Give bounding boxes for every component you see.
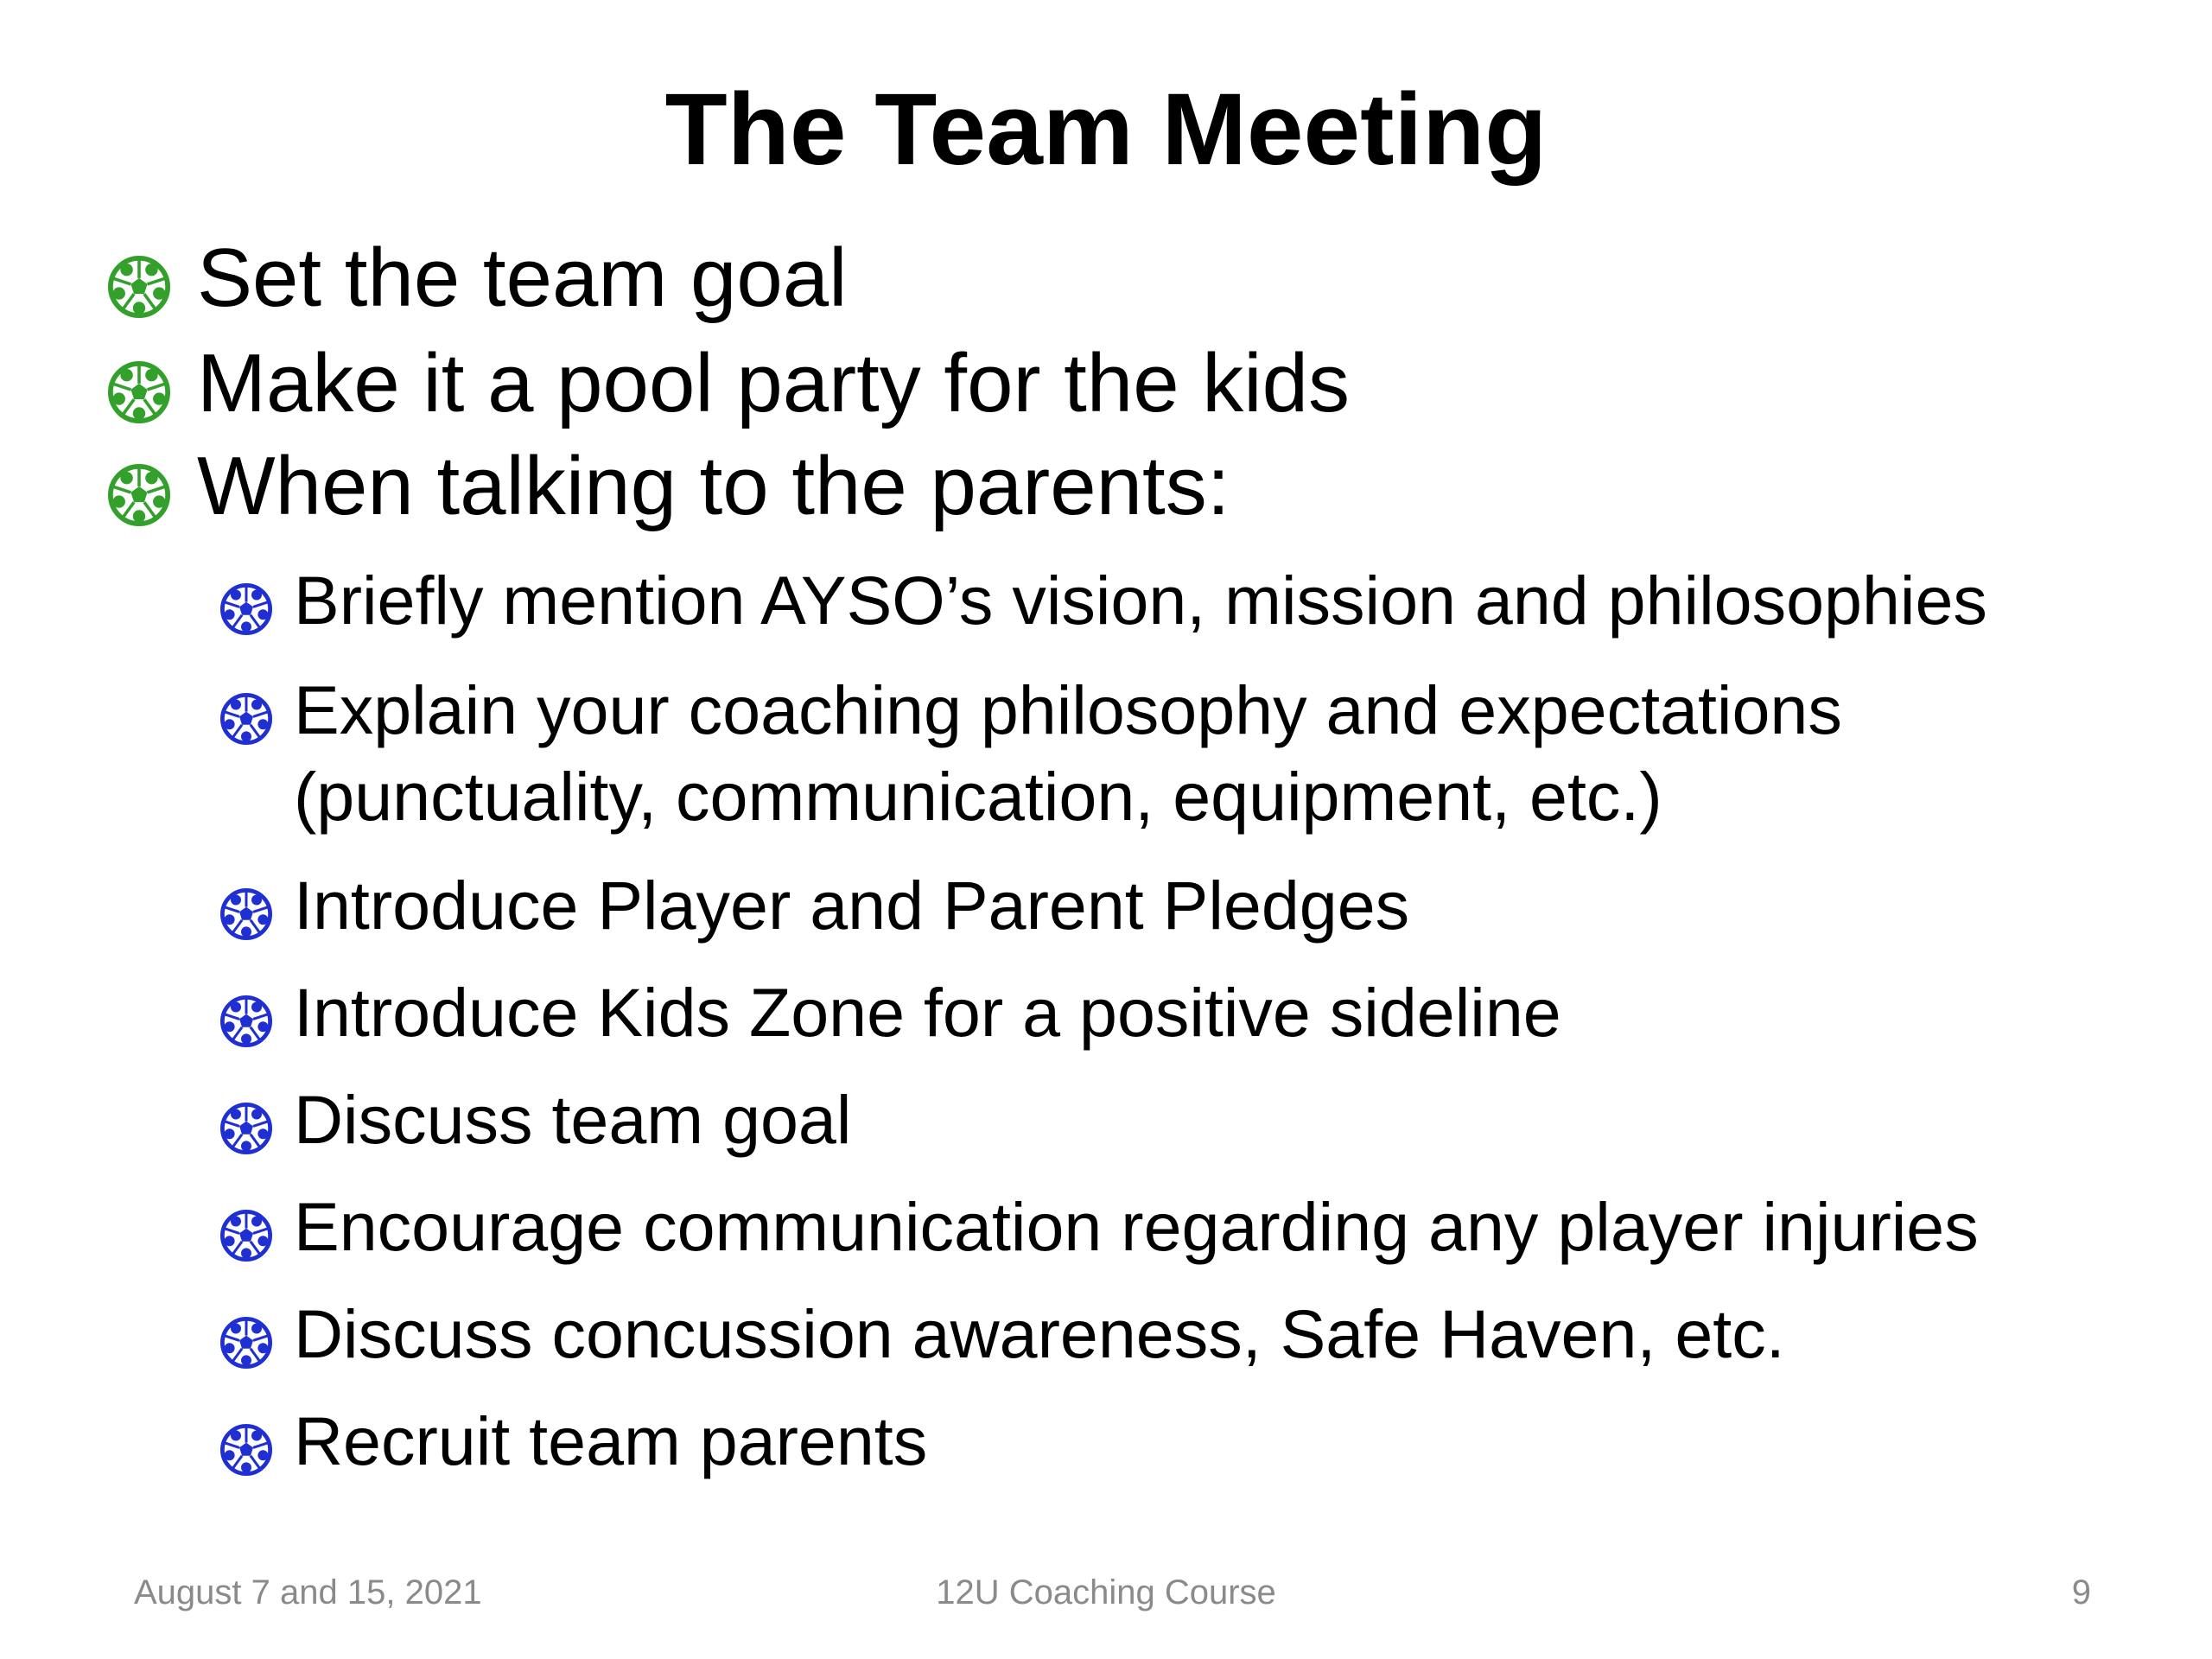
soccer-ball-icon [220,693,272,745]
bullet-text: When talking to the parents: [197,440,1230,532]
sub-bullet-item [220,667,2108,840]
soccer-ball-icon [220,583,272,635]
soccer-ball-icon [220,888,272,940]
soccer-ball-icon [108,361,170,423]
footer-date: August 7 and 15, 2021 [134,1573,482,1611]
sub-bullet-item [220,1398,2195,1484]
sub-bullet-item [220,969,2195,1056]
sub-bullet-item [220,1077,2195,1163]
sub-bullet-text: Briefly mention AYSO’s vision, mission and philosophies [294,562,1987,639]
footer-course: 12U Coaching Course [936,1573,1276,1611]
sub-bullet-item [220,862,2195,949]
bullet-item [108,226,847,330]
soccer-ball-icon [220,1210,272,1262]
sub-bullet-item [220,1291,2195,1377]
soccer-ball-icon [108,464,170,526]
slide-title: The Team Meeting [664,73,1548,187]
footer-page-number: 9 [2071,1573,2091,1611]
bullet-text: Make it a pool party for the kids [197,337,1350,429]
sub-bullet-text: Encourage communication regarding any player injuries [294,1188,1979,1265]
sub-bullet-text: Introduce Kids Zone for a positive sideline [294,974,1561,1051]
sub-bullet-item [220,1184,2195,1270]
soccer-ball-icon [220,995,272,1047]
sub-bullet-text: Introduce Player and Parent Pledges [294,867,1410,944]
sub-bullet-text: Recruit team parents [294,1402,928,1479]
soccer-ball-icon [220,1317,272,1369]
soccer-ball-icon [220,1103,272,1154]
sub-bullet-text: Discuss concussion awareness, Safe Haven, etc. [294,1295,1785,1372]
sub-bullet-text: Explain your coaching philosophy and expectations (punctuality, communication, equipment, etc.) [294,671,1842,835]
soccer-ball-icon [220,1424,272,1476]
bullet-text: Set the team goal [197,232,848,324]
bullet-item [108,435,1230,538]
soccer-ball-icon [108,256,170,318]
sub-bullet-text: Discuss team goal [294,1081,852,1158]
bullet-item [108,332,1350,435]
sub-bullet-item [220,557,2195,644]
